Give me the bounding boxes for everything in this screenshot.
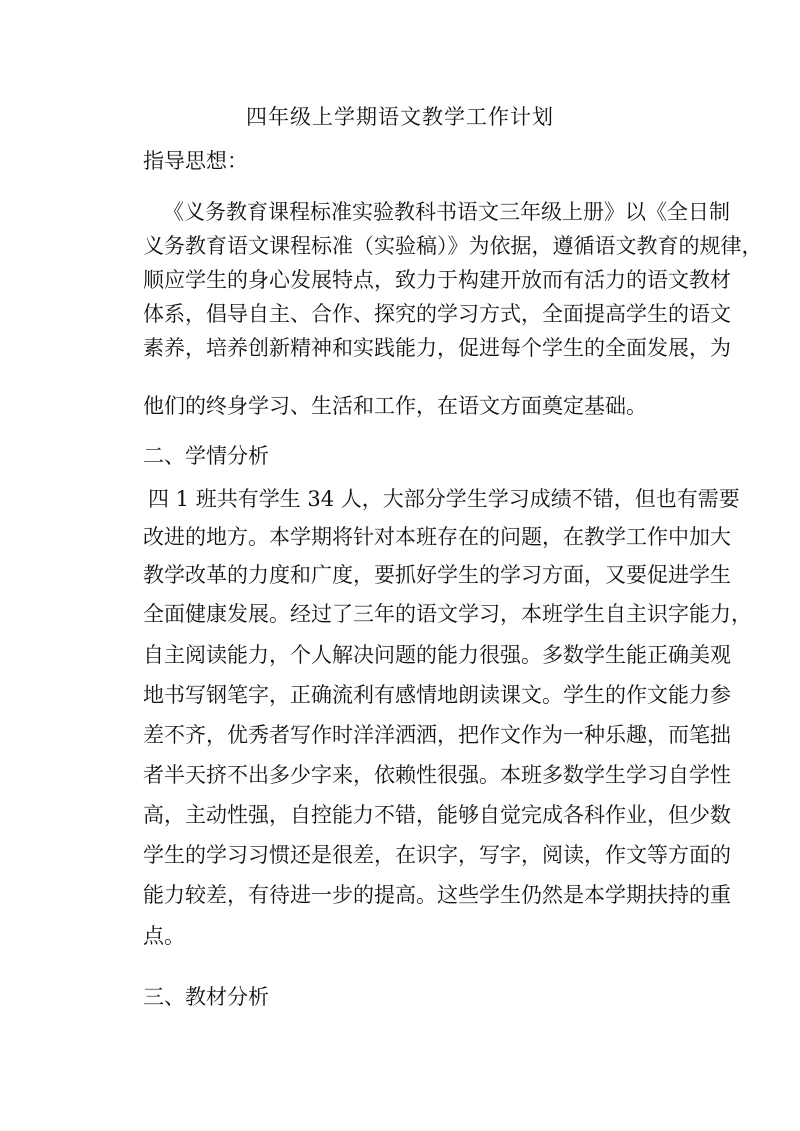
paragraph-line: 教学改革的力度和广度，要抓好学生的学习方面，又要促进学生 — [143, 563, 731, 587]
paragraph-line: 者半天挤不出多少字来，依赖性很强。本班多数学生学习自学性 — [143, 763, 731, 787]
paragraph-line: 学生的学习习惯还是很差，在识字，写字，阅读，作文等方面的 — [143, 843, 731, 867]
section-heading-textbook-analysis: 三、教材分析 — [143, 985, 269, 1009]
paragraph-line: 顺应学生的身心发展特点，致力于构建开放而有活力的语文教材 — [143, 268, 731, 292]
section-heading-student-analysis: 二、学情分析 — [143, 444, 269, 468]
paragraph-line: 义务教育语文课程标准（实验稿）》为依据，遵循语文教育的规律， — [143, 234, 763, 258]
paragraph-line: 他们的终身学习、生活和工作，在语文方面奠定基础。 — [143, 394, 647, 418]
section-heading-guiding-thought: 指导思想： — [143, 149, 248, 173]
paragraph-line: 《义务教育课程标准实验教科书语文三年级上册》以《全日制 — [163, 200, 730, 224]
paragraph-line: 素养，培养创新精神和实践能力，促进每个学生的全面发展，为 — [143, 336, 731, 360]
paragraph-line: 能力较差，有待进一步的提高。这些学生仍然是本学期扶持的重 — [143, 883, 731, 907]
paragraph-line: 差不齐，优秀者写作时洋洋洒洒，把作文作为一种乐趣，而笔拙 — [143, 723, 731, 747]
paragraph-line: 全面健康发展。经过了三年的语文学习，本班学生自主识字能力， — [143, 602, 752, 626]
paragraph-line: 四 1 班共有学生 34 人，大部分学生学习成绩不错，但也有需要 — [148, 487, 740, 511]
paragraph-line: 高，主动性强，自控能力不错，能够自觉完成各科作业，但少数 — [143, 803, 731, 827]
document-title: 四年级上学期语文教学工作计划 — [246, 105, 554, 129]
paragraph-line: 点。 — [143, 924, 185, 948]
paragraph-line: 自主阅读能力，个人解决问题的能力很强。多数学生能正确美观 — [143, 643, 731, 667]
paragraph-line: 体系，倡导自主、合作、探究的学习方式，全面提高学生的语文 — [143, 302, 731, 326]
paragraph-line: 改进的地方。本学期将针对本班存在的问题，在教学工作中加大 — [143, 525, 731, 549]
paragraph-line: 地书写钢笔字，正确流利有感情地朗读课文。学生的作文能力参 — [143, 683, 731, 707]
